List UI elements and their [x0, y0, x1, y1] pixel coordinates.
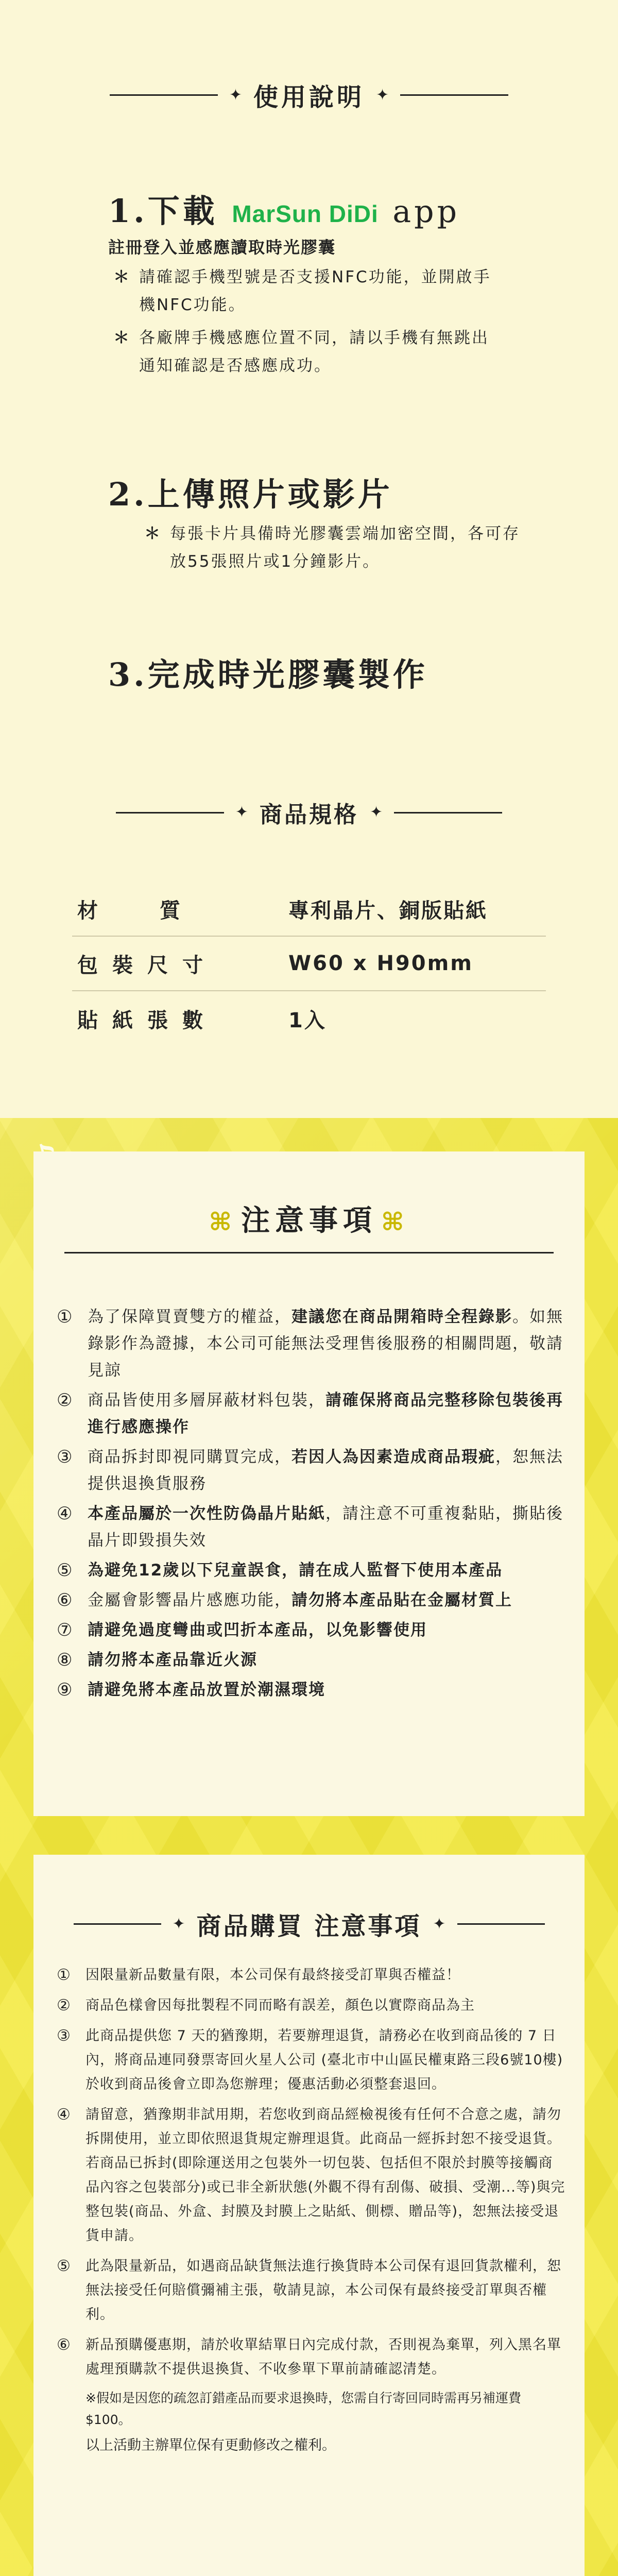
notice-item: ② 商品皆使用多層屏蔽材料包裝，請確保將商品完整移除包裝後再進行感應操作 [57, 1390, 563, 1436]
purchase-item: ④ 請留意，猶豫期非試用期，若您收到商品經檢視後有任何不合意之處，請勿拆開使用，並立即依照退貨規定辦理退貨。此商品一經拆封恕不接受退貨。若商品已拆封(即除運送用之包裝外一切包裝、包括但不限於封膜等接觸商品內容之包裝部分)或已非全新狀態(外觀不得有刮傷、破損、受潮...等)與完整包裝(商品、外盒、封膜及封膜上之貼紙、側標、贈品等)，恕無法接受退貨申請。 [57, 2106, 565, 2244]
specs-table [72, 882, 546, 1046]
step-number: 1.下載 [108, 192, 218, 230]
asterisk-icon: ＊ [113, 268, 131, 286]
step-1 [108, 185, 494, 380]
purchase-item: ⑤ 此為限量新品，如遇商品缺貨無法進行換貨時本公司保有退回貨款權利，恕無法接受任何賠償彌補主張，敬請見諒，本公司保有最終接受訂單與否權利。 [57, 2257, 561, 2323]
asterisk-icon: ＊ [113, 329, 131, 347]
purchase-item: ① 因限量新品數量有限，本公司保有最終接受訂單與否權益！ [57, 1966, 460, 1984]
usage-title-bar [0, 77, 618, 113]
step-3-heading: 3.完成時光膠囊製作 [108, 656, 428, 693]
divider [110, 94, 218, 96]
spec-value: 專利晶片、銅版貼紙 [288, 899, 488, 923]
diamond-icon: ✦ [172, 1914, 185, 1933]
notice-title: 注意事項 [241, 1204, 377, 1238]
notice-item: ④ 本產品屬於一次性防偽晶片貼紙，請注意不可重複黏貼，撕貼後晶片即毀損失效 [57, 1503, 563, 1550]
notice-item: ③ 商品拆封即視同購買完成，若因人為因素造成商品瑕疵，恕無法提供退換貨服務 [57, 1447, 563, 1493]
diamond-icon: ✦ [235, 803, 248, 821]
diamond-icon: ✦ [370, 803, 383, 821]
notice-item: ⑧ 請勿將本產品靠近火源 [57, 1650, 258, 1670]
spec-label: 貼紙張數 [77, 1008, 217, 1032]
notice-item: ⑤ 為避免12歲以下兒童誤食，請在成人監督下使用本產品 [57, 1560, 503, 1581]
diamond-icon: ✦ [433, 1914, 446, 1933]
purchase-disclaimer: 以上活動主辦單位保有更動修改之權利。 [85, 2437, 336, 2453]
purchase-title-bar [0, 1906, 618, 1942]
purchase-item: ③ 此商品提供您 7 天的猶豫期，若要辦理退貨，請務必在收到商品後的 7 日內，將商品連同發票寄回火星人公司 (臺北市中山區民權東路三段6號10樓) 於收到商品後會立即為您辦理；優惠活動必須整套退回。 [57, 2027, 563, 2092]
step-1-heading [108, 185, 494, 231]
divider [400, 94, 508, 96]
spec-value: 1入 [288, 1008, 327, 1032]
diamond-icon: ✦ [376, 86, 389, 104]
step-3 [108, 649, 428, 695]
divider [394, 812, 502, 814]
step-1-subtitle: 註冊登入並感應讀取時光膠囊 [108, 238, 336, 257]
asterisk-icon: ＊ [144, 524, 162, 543]
notice-item: ⑦ 請避免過度彎曲或凹折本產品，以免影響使用 [57, 1620, 427, 1640]
spec-row [72, 937, 546, 991]
step-2 [108, 469, 525, 575]
diamond-icon: ✦ [229, 86, 242, 104]
sparkle-icon: ⌘ [381, 1208, 409, 1236]
divider [116, 812, 224, 814]
bullet-item: ＊ 各廠牌手機感應位置不同，請以手機有無跳出通知確認是否感應成功。 [113, 324, 494, 380]
sparkle-icon: ⌘ [209, 1208, 237, 1236]
notice-list [57, 1303, 572, 1706]
spec-label: 材質 [77, 899, 242, 923]
spec-value: W60 x H90mm [288, 952, 473, 975]
spec-label: 包裝尺寸 [77, 953, 217, 977]
notice-title-bar [0, 1198, 618, 1239]
purchase-note: ※假如是因您的疏忽訂錯產品而要求退換時，您需自行寄回同時需再另補運費 $100。 [85, 2391, 521, 2427]
bullet-item: ＊ 每張卡片具備時光膠囊雲端加密空間，各可存放55張照片或1分鐘影片。 [144, 520, 525, 575]
specs-title-bar [0, 796, 618, 829]
notice-item: ⑨ 請避免將本產品放置於潮濕環境 [57, 1680, 325, 1700]
purchase-title: 商品購買 注意事項 [196, 1912, 422, 1941]
notice-item: ① 為了保障買賣雙方的權益，建議您在商品開箱時全程錄影。如無錄影作為證據，本公司可能無法受理售後服務的相關問題，敬請見諒 [57, 1307, 563, 1380]
divider [74, 1923, 161, 1925]
notice-item: ⑥ 金屬會影響晶片感應功能，請勿將本產品貼在金屬材質上 [57, 1590, 512, 1611]
spec-row [72, 882, 546, 937]
purchase-item: ⑥ 新品預購優惠期，請於收單結單日內完成付款，否則視為棄單，列入黑名單處理預購款不提供退換貨、不收參單下單前請確認清楚。 [57, 2336, 561, 2377]
purchase-list [57, 1963, 566, 2456]
app-label: app [392, 194, 460, 230]
divider [457, 1923, 545, 1925]
purchase-item: ② 商品色樣會因每批製程不同而略有誤差，顏色以實際商品為主 [57, 1996, 475, 2014]
bullet-item: ＊ 請確認手機型號是否支援NFC功能，並開啟手機NFC功能。 [113, 263, 494, 319]
spec-row [72, 991, 546, 1046]
divider [64, 1252, 554, 1253]
brand-name: MarSun DiDi [232, 200, 379, 227]
specs-title: 商品規格 [260, 802, 358, 828]
step-2-heading: 2.上傳照片或影片 [108, 476, 393, 513]
usage-title: 使用說明 [253, 83, 365, 112]
